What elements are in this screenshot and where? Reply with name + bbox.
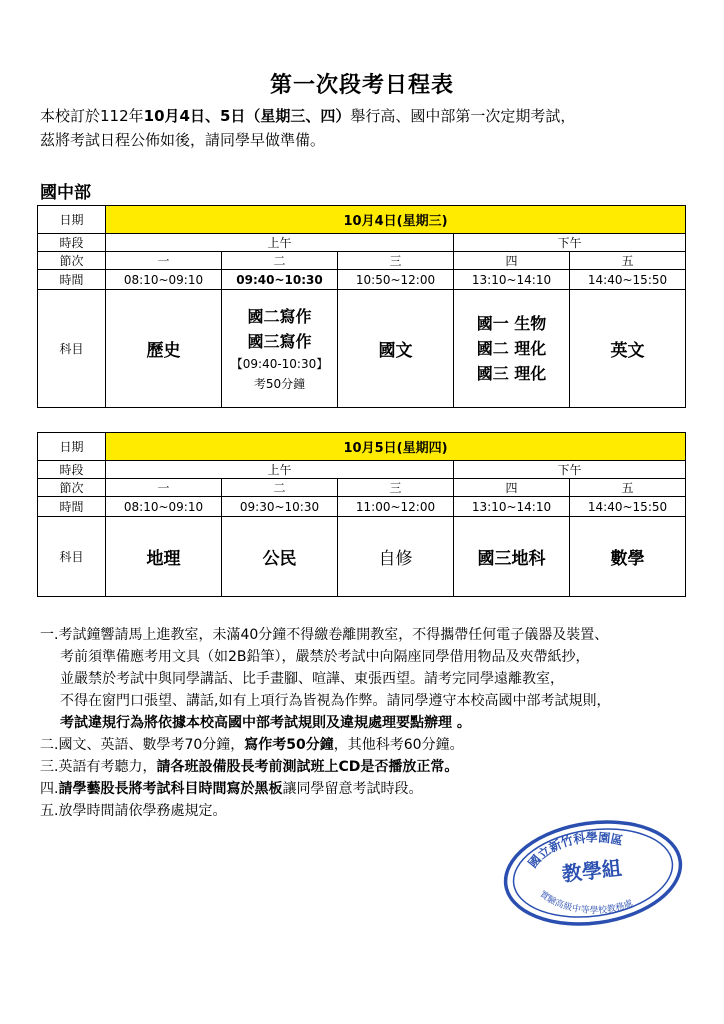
row-label-session: 時段	[38, 234, 106, 252]
schedule-table-day1	[37, 205, 686, 408]
session-am: 上午	[106, 461, 454, 479]
time-cell: 10:50~12:00	[338, 270, 454, 290]
period-cell: 一	[106, 252, 222, 270]
subject-cell: 歷史	[106, 290, 222, 408]
intro-date-bold: 10月4日、5日（星期三、四）	[143, 107, 351, 125]
period-cell: 四	[454, 479, 570, 497]
row-label-subject: 科目	[38, 290, 106, 408]
time-cell: 14:40~15:50	[570, 497, 686, 517]
row-label-time: 時間	[38, 497, 106, 517]
session-am: 上午	[106, 234, 454, 252]
rule-emphasis: 請學藝股長將考試科目時間寫於黑板	[58, 781, 283, 797]
period-cell: 三	[338, 479, 454, 497]
stamp-top-text: 國立新竹科學園區	[525, 830, 625, 871]
time-cell: 09:30~10:30	[222, 497, 338, 517]
row-label-time: 時間	[38, 270, 106, 290]
rule-2	[40, 734, 700, 756]
rule-1-cont: 考前須準備應考用文具（如2B鉛筆），嚴禁於考試中向隔座同學借用物品及夾帶紙抄，	[60, 649, 590, 665]
subject-cell: 自修	[338, 517, 454, 597]
rule-emphasis: 請各班設備股長考前測試班上CD是否播放正常。	[156, 759, 459, 775]
period-cell: 三	[338, 252, 454, 270]
time-cell: 14:40~15:50	[570, 270, 686, 290]
period-cell: 二	[222, 479, 338, 497]
time-cell: 08:10~09:10	[106, 270, 222, 290]
school-seal-stamp	[500, 818, 686, 928]
rule-text: 讓同學留意考試時段。	[282, 781, 423, 797]
rule-text: 四.	[40, 781, 59, 797]
rule-text: ，其他科考60分鐘。	[333, 737, 464, 753]
subject-cell: 數學	[570, 517, 686, 597]
rule-1: 一.考試鐘響請馬上進教室，未滿40分鐘不得繳卷離開教室，不得攜帶任何電子儀器及裝置、	[40, 627, 609, 643]
exam-rules	[40, 624, 700, 822]
rule-3	[40, 756, 700, 778]
intro-text: 本校訂於112年	[40, 107, 144, 125]
session-pm: 下午	[454, 234, 686, 252]
exam-date: 10月5日(星期四)	[106, 433, 686, 461]
rule-text: 二.國文、英語、數學考70分鐘，	[40, 737, 245, 753]
schedule-table-day2	[37, 432, 686, 597]
subject-line: 國一 生物	[476, 314, 547, 333]
subject-line: 國三 理化	[476, 364, 547, 383]
rule-emphasis: 寫作考50分鐘	[244, 737, 334, 753]
intro-paragraph	[40, 104, 690, 152]
subject-note: 考50分鐘	[253, 376, 306, 391]
rule-5: 五.放學時間請依學務處規定。	[40, 803, 227, 819]
section-heading: 國中部	[40, 183, 91, 203]
rule-text: 三.英語有考聽力，	[40, 759, 157, 775]
subject-note: 【09:40-10:30】	[230, 356, 329, 371]
time-cell: 11:00~12:00	[338, 497, 454, 517]
time-cell: 08:10~09:10	[106, 497, 222, 517]
subject-cell-science	[454, 290, 570, 408]
row-label-period: 節次	[38, 479, 106, 497]
rule-1-cont	[40, 712, 700, 734]
period-cell: 四	[454, 252, 570, 270]
rule-4	[40, 778, 700, 800]
time-cell: 09:40~10:30	[222, 270, 338, 290]
subject-line: 國三寫作	[247, 331, 312, 351]
subject-line: 國二寫作	[247, 306, 312, 326]
period-cell: 一	[106, 479, 222, 497]
intro-line-2: 茲將考試日程公佈如後，請同學早做準備。	[40, 131, 326, 149]
time-cell: 13:10~14:10	[454, 270, 570, 290]
subject-line: 國二 理化	[476, 339, 547, 358]
intro-text-tail: 舉行高、國中部第一次定期考試，	[350, 107, 576, 125]
rule-1-emphasis: 考試違規行為將依據本校高國中部考試規則及違規處理要點辦理 。	[60, 715, 471, 731]
row-label-session: 時段	[38, 461, 106, 479]
session-pm: 下午	[454, 461, 686, 479]
row-label-date: 日期	[38, 433, 106, 461]
period-cell: 五	[570, 479, 686, 497]
subject-cell: 地理	[106, 517, 222, 597]
rule-1-cont: 並嚴禁於考試中與同學講話、比手畫腳、喧譁、東張西望。請考完同學遠離教室，	[60, 671, 564, 687]
rule-1-cont: 不得在窗門口張望、講話,如有上項行為皆視為作弊。請同學遵守本校高國中部考試規則，	[60, 693, 611, 709]
row-label-date: 日期	[38, 206, 106, 234]
subject-cell: 國三地科	[454, 517, 570, 597]
subject-cell: 英文	[570, 290, 686, 408]
stamp-bottom-text: 實驗高級中等學校教務處	[537, 889, 635, 917]
row-label-subject: 科目	[38, 517, 106, 597]
subject-cell: 公民	[222, 517, 338, 597]
period-cell: 二	[222, 252, 338, 270]
page-title: 第一次段考日程表	[269, 73, 454, 98]
svg-text:實驗高級中等學校教務處	[537, 888, 634, 916]
intro-line-1	[40, 104, 690, 128]
stamp-center-text: 教學組	[560, 855, 623, 887]
period-cell: 五	[570, 252, 686, 270]
subject-cell-writing	[222, 290, 338, 408]
exam-date: 10月4日(星期三)	[106, 206, 686, 234]
time-cell: 13:10~14:10	[454, 497, 570, 517]
row-label-period: 節次	[38, 252, 106, 270]
subject-cell: 國文	[338, 290, 454, 408]
